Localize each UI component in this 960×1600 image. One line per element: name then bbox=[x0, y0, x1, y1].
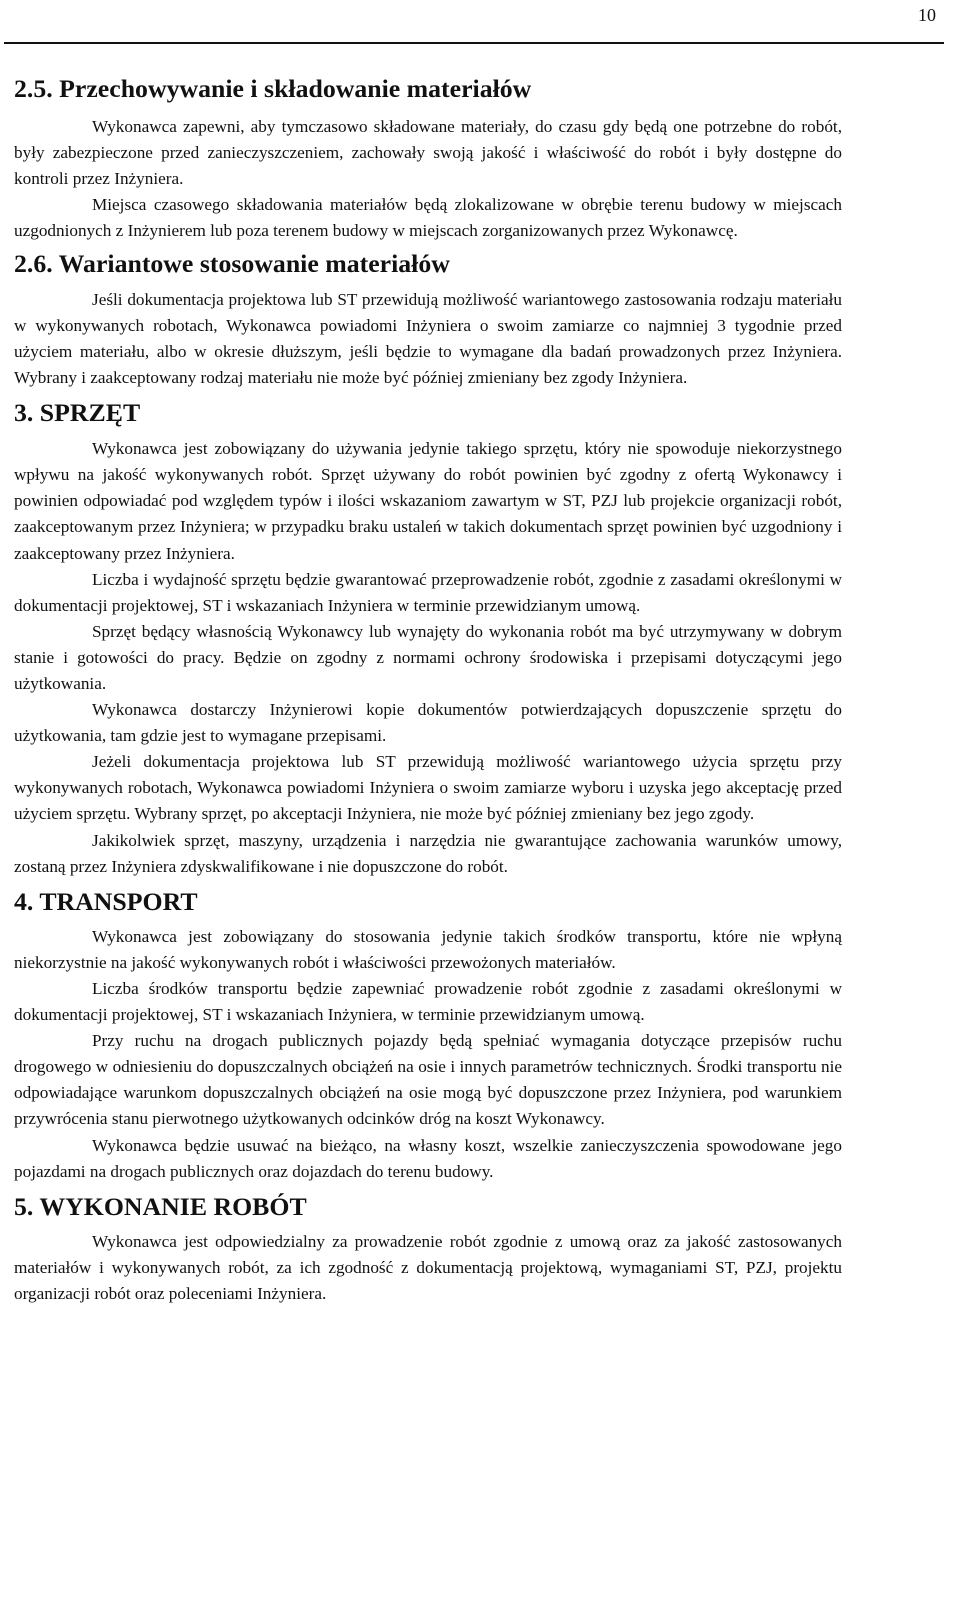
document-body bbox=[14, 76, 842, 1307]
page-number: 10 bbox=[918, 5, 936, 25]
section-heading: 2.5. Przechowywanie i składowanie materiałów bbox=[14, 74, 532, 103]
paragraph: Wykonawca zapewni, aby tymczasowo składowane materiały, do czasu gdy będą one potrzebne do robót, były zabezpieczone przed zanieczyszczeniem, zachowały swoją jakość i właściwość do robót i były dostępne do kontroli przez Inżyniera. bbox=[14, 117, 842, 189]
section-heading: 5. WYKONANIE ROBÓT bbox=[14, 1191, 307, 1221]
section-2-6 bbox=[14, 248, 842, 391]
paragraph: Jeżeli dokumentacja projektowa lub ST przewidują możliwość wariantowego użycia sprzętu przy wykonywanych robotach, Wykonawca powiadomi Inżyniera o swoim zamiarze wyboru i uzyska jego akceptację przed użyciem sprzętu. Wybrany sprzęt, po akceptacji Inżyniera, nie może być później zmieniany bez jego zgody. bbox=[14, 752, 842, 824]
section-5 bbox=[14, 1191, 842, 1307]
paragraph: Liczba i wydajność sprzętu będzie gwarantować przeprowadzenie robót, zgodnie z zasadami określonymi w dokumentacji projektowej, ST i wskazaniach Inżyniera w terminie przewidzianym umową. bbox=[14, 569, 842, 615]
section-4 bbox=[14, 886, 842, 1185]
paragraph: Wykonawca będzie usuwać na bieżąco, na własny koszt, wszelkie zanieczyszczenia spowodowane jego pojazdami na drogach publicznych oraz dojazdach do terenu budowy. bbox=[14, 1135, 842, 1181]
paragraph: Wykonawca jest zobowiązany do stosowania jedynie takich środków transportu, które nie wpłyną niekorzystnie na jakość wykonywanych robót i właściwości przewożonych materiałów. bbox=[14, 926, 842, 972]
paragraph: Jakikolwiek sprzęt, maszyny, urządzenia i narzędzia nie gwarantujące zachowania warunków umowy, zostaną przez Inżyniera zdyskwalifikowane i nie dopuszczone do robót. bbox=[14, 830, 842, 876]
paragraph: Jeśli dokumentacja projektowa lub ST przewidują możliwość wariantowego zastosowania rodzaju materiału w wykonywanych robotach, Wykonawca powiadomi Inżyniera o swoim zamiarze co najmniej 3 tygodnie przed użyciem materiału, albo w okresie dłuższym, jeśli będzie to wymagane dla badań prowadzonych przez Inżyniera. Wybrany i zaakceptowany rodzaj materiału nie może być później zmieniany bez zgody Inżyniera. bbox=[14, 289, 842, 387]
section-3 bbox=[14, 400, 842, 880]
paragraph: Przy ruchu na drogach publicznych pojazdy będą spełniać wymagania dotyczące przepisów ruchu drogowego w odniesieniu do dopuszczalnych obciążeń na osie i innych parametrów technicznych. Środki transportu nie odpowiadające warunkom dopuszczalnych obciążeń na osie mogą być dopuszczone przez Inżyniera, pod warunkiem przywrócenia stanu pierwotnego użytkowanych odcinków dróg na koszt Wykonawcy. bbox=[14, 1031, 842, 1129]
section-heading: 3. SPRZĘT bbox=[14, 398, 141, 428]
section-2-5 bbox=[14, 76, 842, 245]
header-rule bbox=[4, 42, 944, 44]
paragraph: Liczba środków transportu będzie zapewniać prowadzenie robót zgodnie z zasadami określonymi w dokumentacji projektowej, ST i wskazaniach Inżyniera, w terminie przewidzianym umową. bbox=[14, 979, 842, 1025]
section-heading: 2.6. Wariantowe stosowanie materiałów bbox=[14, 248, 450, 278]
paragraph: Wykonawca dostarczy Inżynierowi kopie dokumentów potwierdzających dopuszczenie sprzętu do użytkowania, tam gdzie jest to wymagane przepisami. bbox=[14, 700, 842, 746]
paragraph: Miejsca czasowego składowania materiałów będą zlokalizowane w obrębie terenu budowy w miejscach uzgodnionych z Inżynierem lub poza terenem budowy w miejscach zorganizowanych przez Wykonawcę. bbox=[14, 195, 842, 241]
paragraph: Sprzęt będący własnością Wykonawcy lub wynajęty do wykonania robót ma być utrzymywany w dobrym stanie i gotowości do pracy. Będzie on zgodny z normami ochrony środowiska i przepisami dotyczącymi jego użytkowania. bbox=[14, 621, 842, 693]
section-heading: 4. TRANSPORT bbox=[14, 886, 198, 916]
paragraph: Wykonawca jest zobowiązany do używania jedynie takiego sprzętu, który nie spowoduje niekorzystnego wpływu na jakość wykonywanych robót. Sprzęt używany do robót powinien być zgodny z ofertą Wykonawcy i powinien odpowiadać pod względem typów i ilości wskazaniom zawartym w ST, PZJ lub projekcie organizacji robót, zaakceptowanym przez Inżyniera; w przypadku braku ustaleń w takich dokumentach sprzęt powinien być uzgodniony i zaakceptowany przez Inżyniera. bbox=[14, 439, 842, 563]
paragraph: Wykonawca jest odpowiedzialny za prowadzenie robót zgodnie z umową oraz za jakość zastosowanych materiałów i wykonywanych robót, za ich zgodność z dokumentacją projektową, wymaganiami ST, PZJ, projektu organizacji robót oraz poleceniami Inżyniera. bbox=[14, 1231, 842, 1304]
